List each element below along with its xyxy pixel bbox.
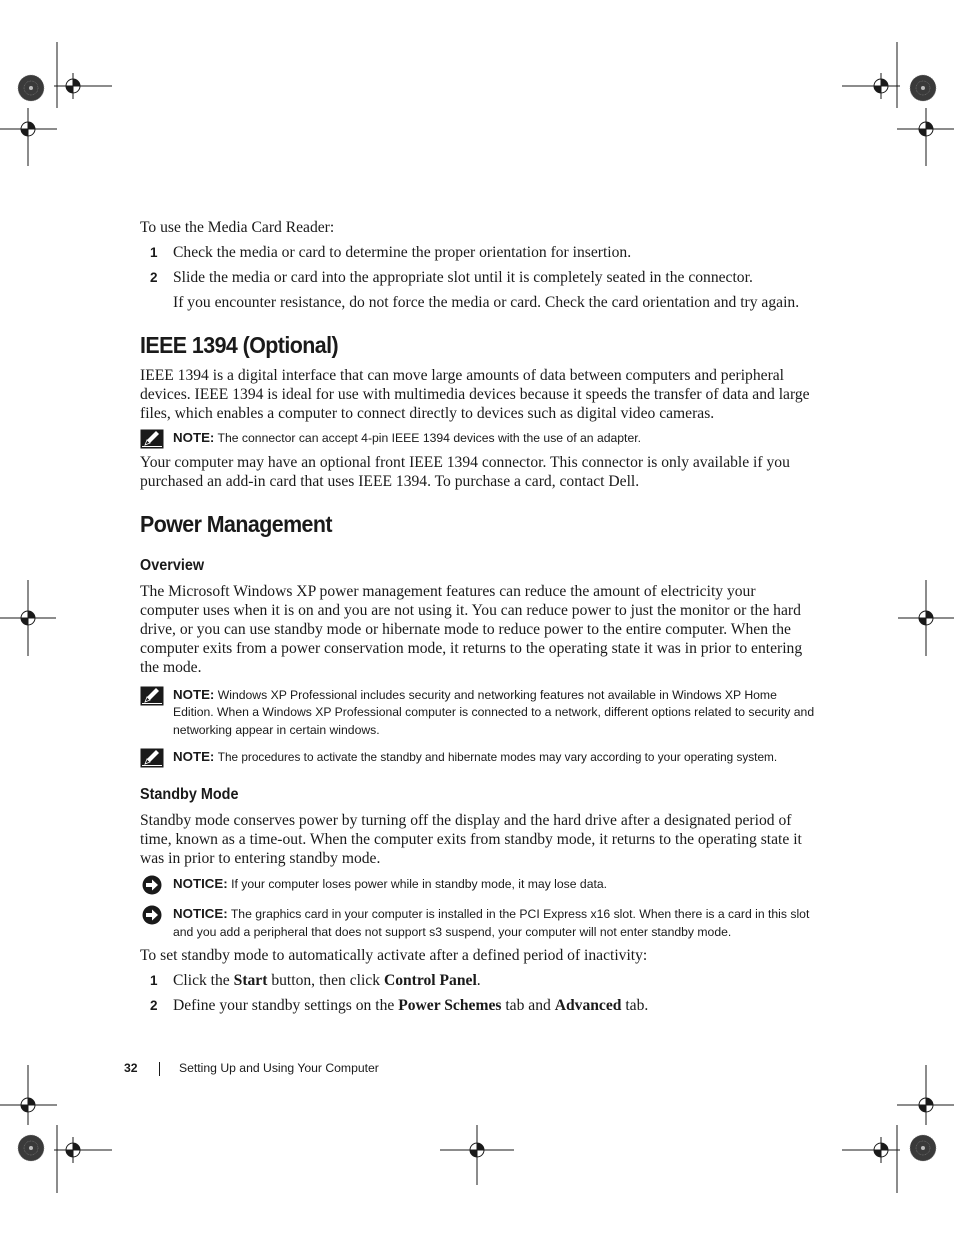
overview-heading: Overview [140,556,205,574]
notice-label: NOTICE: [173,906,228,921]
step-text: Slide the media or card into the appropriate slot until it is completely seated in the connector. [173,269,753,286]
standby-setup-intro: To set standby mode to automatically activate after a defined period of inactivity: [140,947,648,964]
card-reader-intro: To use the Media Card Reader: [140,219,335,236]
step-text-mid: tab and [505,997,551,1014]
card-step-2 [140,268,816,287]
footer-title: Setting Up and Using Your Computer [179,1061,379,1075]
page-content [140,218,816,1015]
power-schemes-ui-label: Power Schemes [398,997,502,1014]
note-label: NOTE: [173,749,215,764]
step-number: 2 [150,270,158,285]
notice-arrow-icon [140,905,164,925]
standby-notice-1 [140,875,816,894]
notice-arrow-icon [140,875,164,895]
pencil-note-icon [140,429,164,449]
footer-divider [159,1062,160,1076]
ieee-paragraph-2: Your computer may have an optional front IEEE 1394 connector. This connector is only available if you purchased an add-in card that uses IEEE 1394. To purchase a card, contact Dell. [140,453,790,490]
ieee-paragraph-1: IEEE 1394 is a digital interface that can move large amounts of data between computers and peripheral devices. IEEE 1394 is ideal for use with multimedia devices because it speeds the transfer of data and large files, which enables a computer to connect directly to devices such as digital video cameras. [140,367,810,422]
notice-text: The graphics card in your computer is installed in the PCI Express x16 slot. When there is a card in this slot and you add a peripheral that does not support s3 suspend, your computer will not enter standby mode. [173,907,810,939]
note-text: Windows XP Professional includes security and networking features not available in Windows XP Home Edition. When a Windows XP Professional computer is connected to a network, different options related to security and networking appear in certain windows. [173,687,815,737]
page-number: 32 [124,1061,138,1075]
standby-mode-heading: Standby Mode [140,785,239,803]
power-management-heading: Power Management [140,510,332,537]
pencil-note-icon [140,748,164,768]
overview-note-1 [140,686,816,740]
notice-label: NOTICE: [173,875,228,891]
standby-step-2 [140,996,816,1015]
note-label: NOTE: [173,686,215,702]
note-text: The procedures to activate the standby and hibernate modes may vary according to your operating system. [217,750,778,764]
step-text-pre: Click the [173,972,230,989]
standby-step-1 [140,971,816,990]
step-text-mid: button, then click [271,972,381,989]
notice-text: If your computer loses power while in standby mode, it may lose data. [231,876,608,891]
step-number: 1 [150,245,158,260]
ieee-note [140,429,816,448]
start-ui-label: Start [233,972,268,989]
card-step-note: If you encounter resistance, do not force the media or card. Check the card orientation and try again. [173,294,800,311]
step-text-post: . [476,972,481,989]
step-number: 2 [150,998,158,1013]
standby-paragraph: Standby mode conserves power by turning off the display and the hard drive after a designated period of time, known as a time-out. When the computer exits from standby mode, it returns to the operating state it was in prior to entering standby mode. [140,811,802,867]
control-panel-ui-label: Control Panel [383,972,477,989]
overview-paragraph: The Microsoft Windows XP power management features can reduce the amount of electricity your computer uses when it is on and you are not using it. You can reduce power to just the monitor or the hard drive, or you can use standby mode or hibernate mode to reduce power to the entire computer. When the computer exits from a power conservation mode, it returns to the operating state it was in prior to entering the mode. [140,582,803,676]
step-number: 1 [150,973,158,988]
step-text-pre: Define your standby settings on the [173,997,395,1014]
step-text: Check the media or card to determine the proper orientation for insertion. [173,244,632,261]
step-text-post: tab. [625,997,649,1014]
note-label: NOTE: [173,430,215,445]
advanced-ui-label: Advanced [554,997,622,1014]
standby-notice-2 [140,905,816,941]
page-footer [124,1061,379,1075]
ieee-heading: IEEE 1394 (Optional) [140,332,339,358]
pencil-note-icon [140,686,164,706]
card-step-1 [140,243,816,262]
note-text: The connector can accept 4-pin IEEE 1394 devices with the use of an adapter. [217,431,641,445]
overview-note-2 [140,748,816,767]
